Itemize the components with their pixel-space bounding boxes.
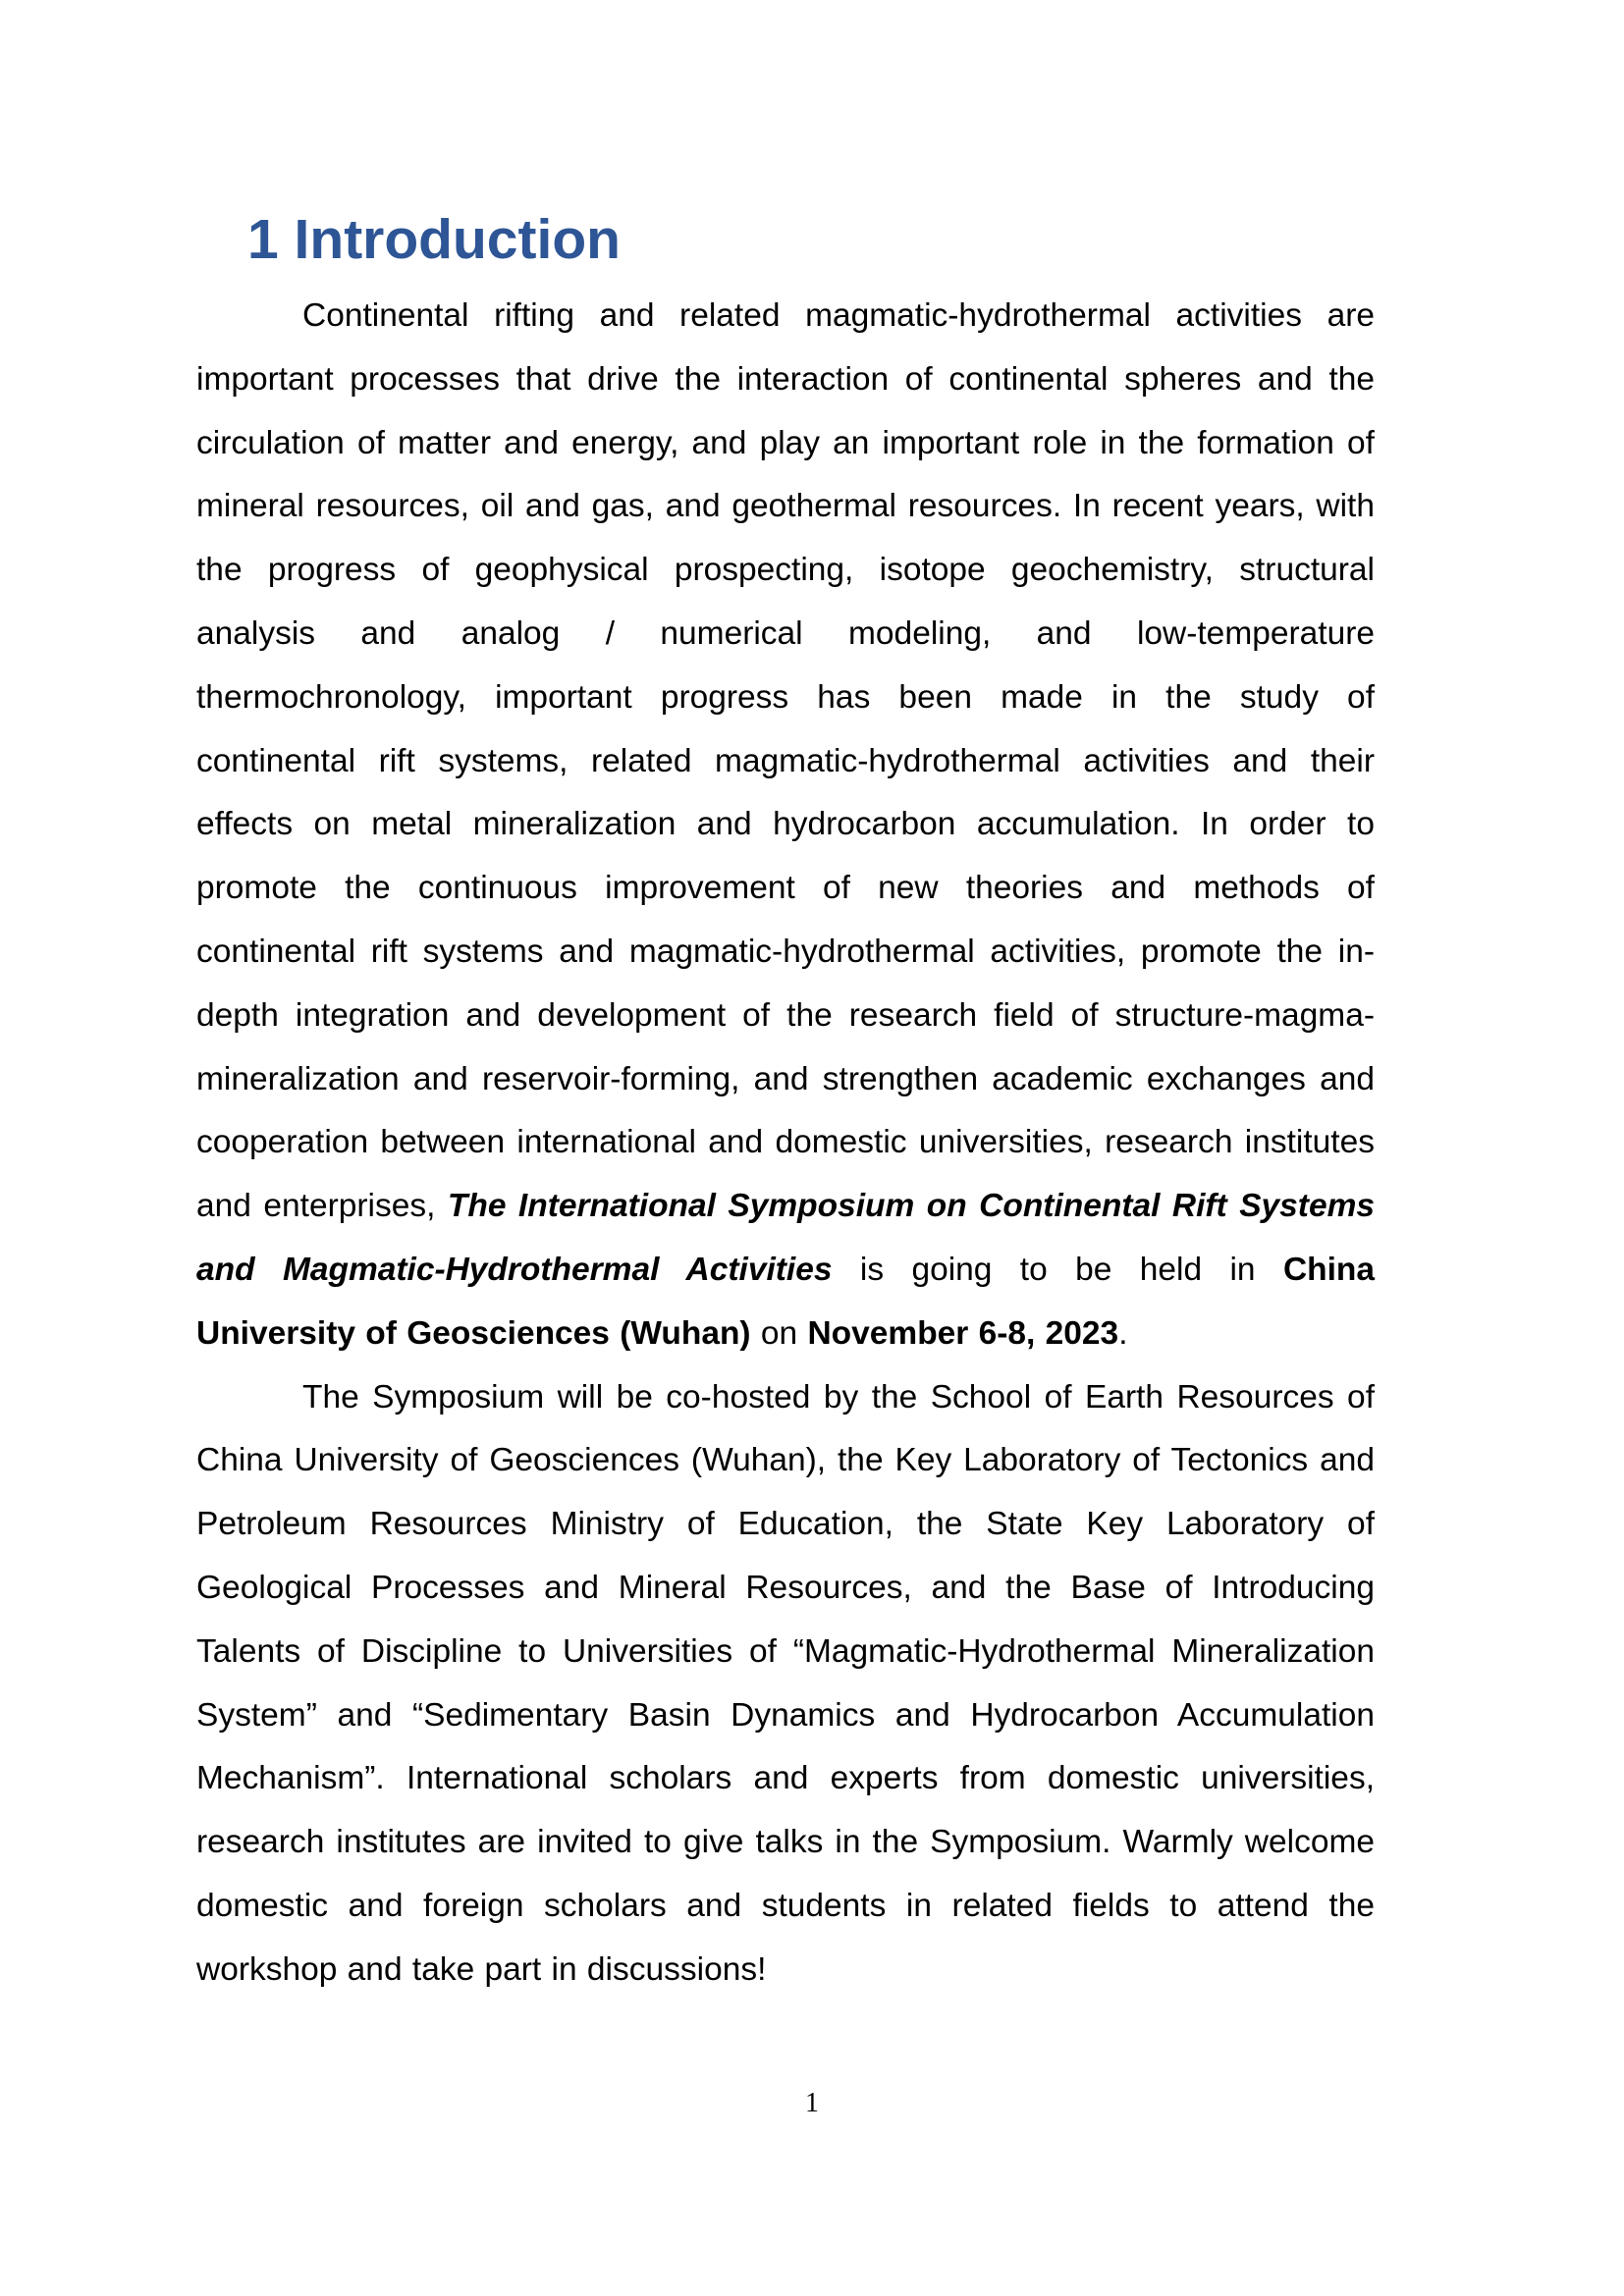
venue-bold-text: China University of Geosciences (Wuhan) — [196, 1251, 1375, 1352]
page-number: 1 — [805, 2088, 819, 2118]
paragraph-introduction — [196, 285, 1375, 1366]
paragraph-symposium-hosts: The Symposium will be co-hosted by the School of Earth Resources of China University of Geosciences (Wuhan), the Key Laboratory of Tectonics and Petroleum Resources Ministry of Education, the State Key Laboratory of Geological Processes and Mineral Resources, and the Base of Introducing Talents of Discipline to Universities of “Magmatic-Hydrothermal Mineralization System” and “Sedimentary Basin Dynamics and Hydrocarbon Accumulation Mechanism”. International scholars and experts from domestic universities, research institutes are invited to give talks in the Symposium. Warmly welcome domestic and foreign scholars and students in related fields to attend the workshop and take part in discussions! — [196, 1378, 1375, 1988]
paragraph-introduction-text: Continental rifting and related magmatic-hydrothermal activities are important processes that drive the interaction of continental spheres and the circulation of matter and energy, and play an important role in the formation of mineral resources, oil and gas, and geothermal resources. In recent years, with the progress of geophysical prospecting, isotope geochemistry, structural analysis and analog / numerical modeling, and low-temperature thermochronology, important progress has been made in the study of continental rift systems, related magmatic-hydrothermal activities and their effects on metal mineralization and hydrocarbon accumulation. In order to promote the continuous improvement of new theories and methods of continental rift systems and magmatic-hydrothermal activities, promote the in-depth integration and development of the research field of structure-magma-mineralization and reservoir-forming, and strengthen academic exchanges and cooperation between international and domestic universities, research institutes and enterprises, — [196, 297, 1375, 1225]
section-heading: 1 Introduction — [247, 208, 621, 271]
paragraph-introduction-text: . — [1118, 1314, 1128, 1352]
symposium-title-emphasis: The International Symposium on Continental Rift Systems and Magmatic-Hydrothermal Activities — [196, 1188, 1375, 1288]
paragraph-introduction-text: is going to be held in — [832, 1251, 1283, 1288]
document-content — [196, 204, 1375, 2002]
date-bold-text: November 6-8, 2023 — [807, 1314, 1119, 1352]
paragraph-introduction-text: on — [750, 1314, 808, 1352]
